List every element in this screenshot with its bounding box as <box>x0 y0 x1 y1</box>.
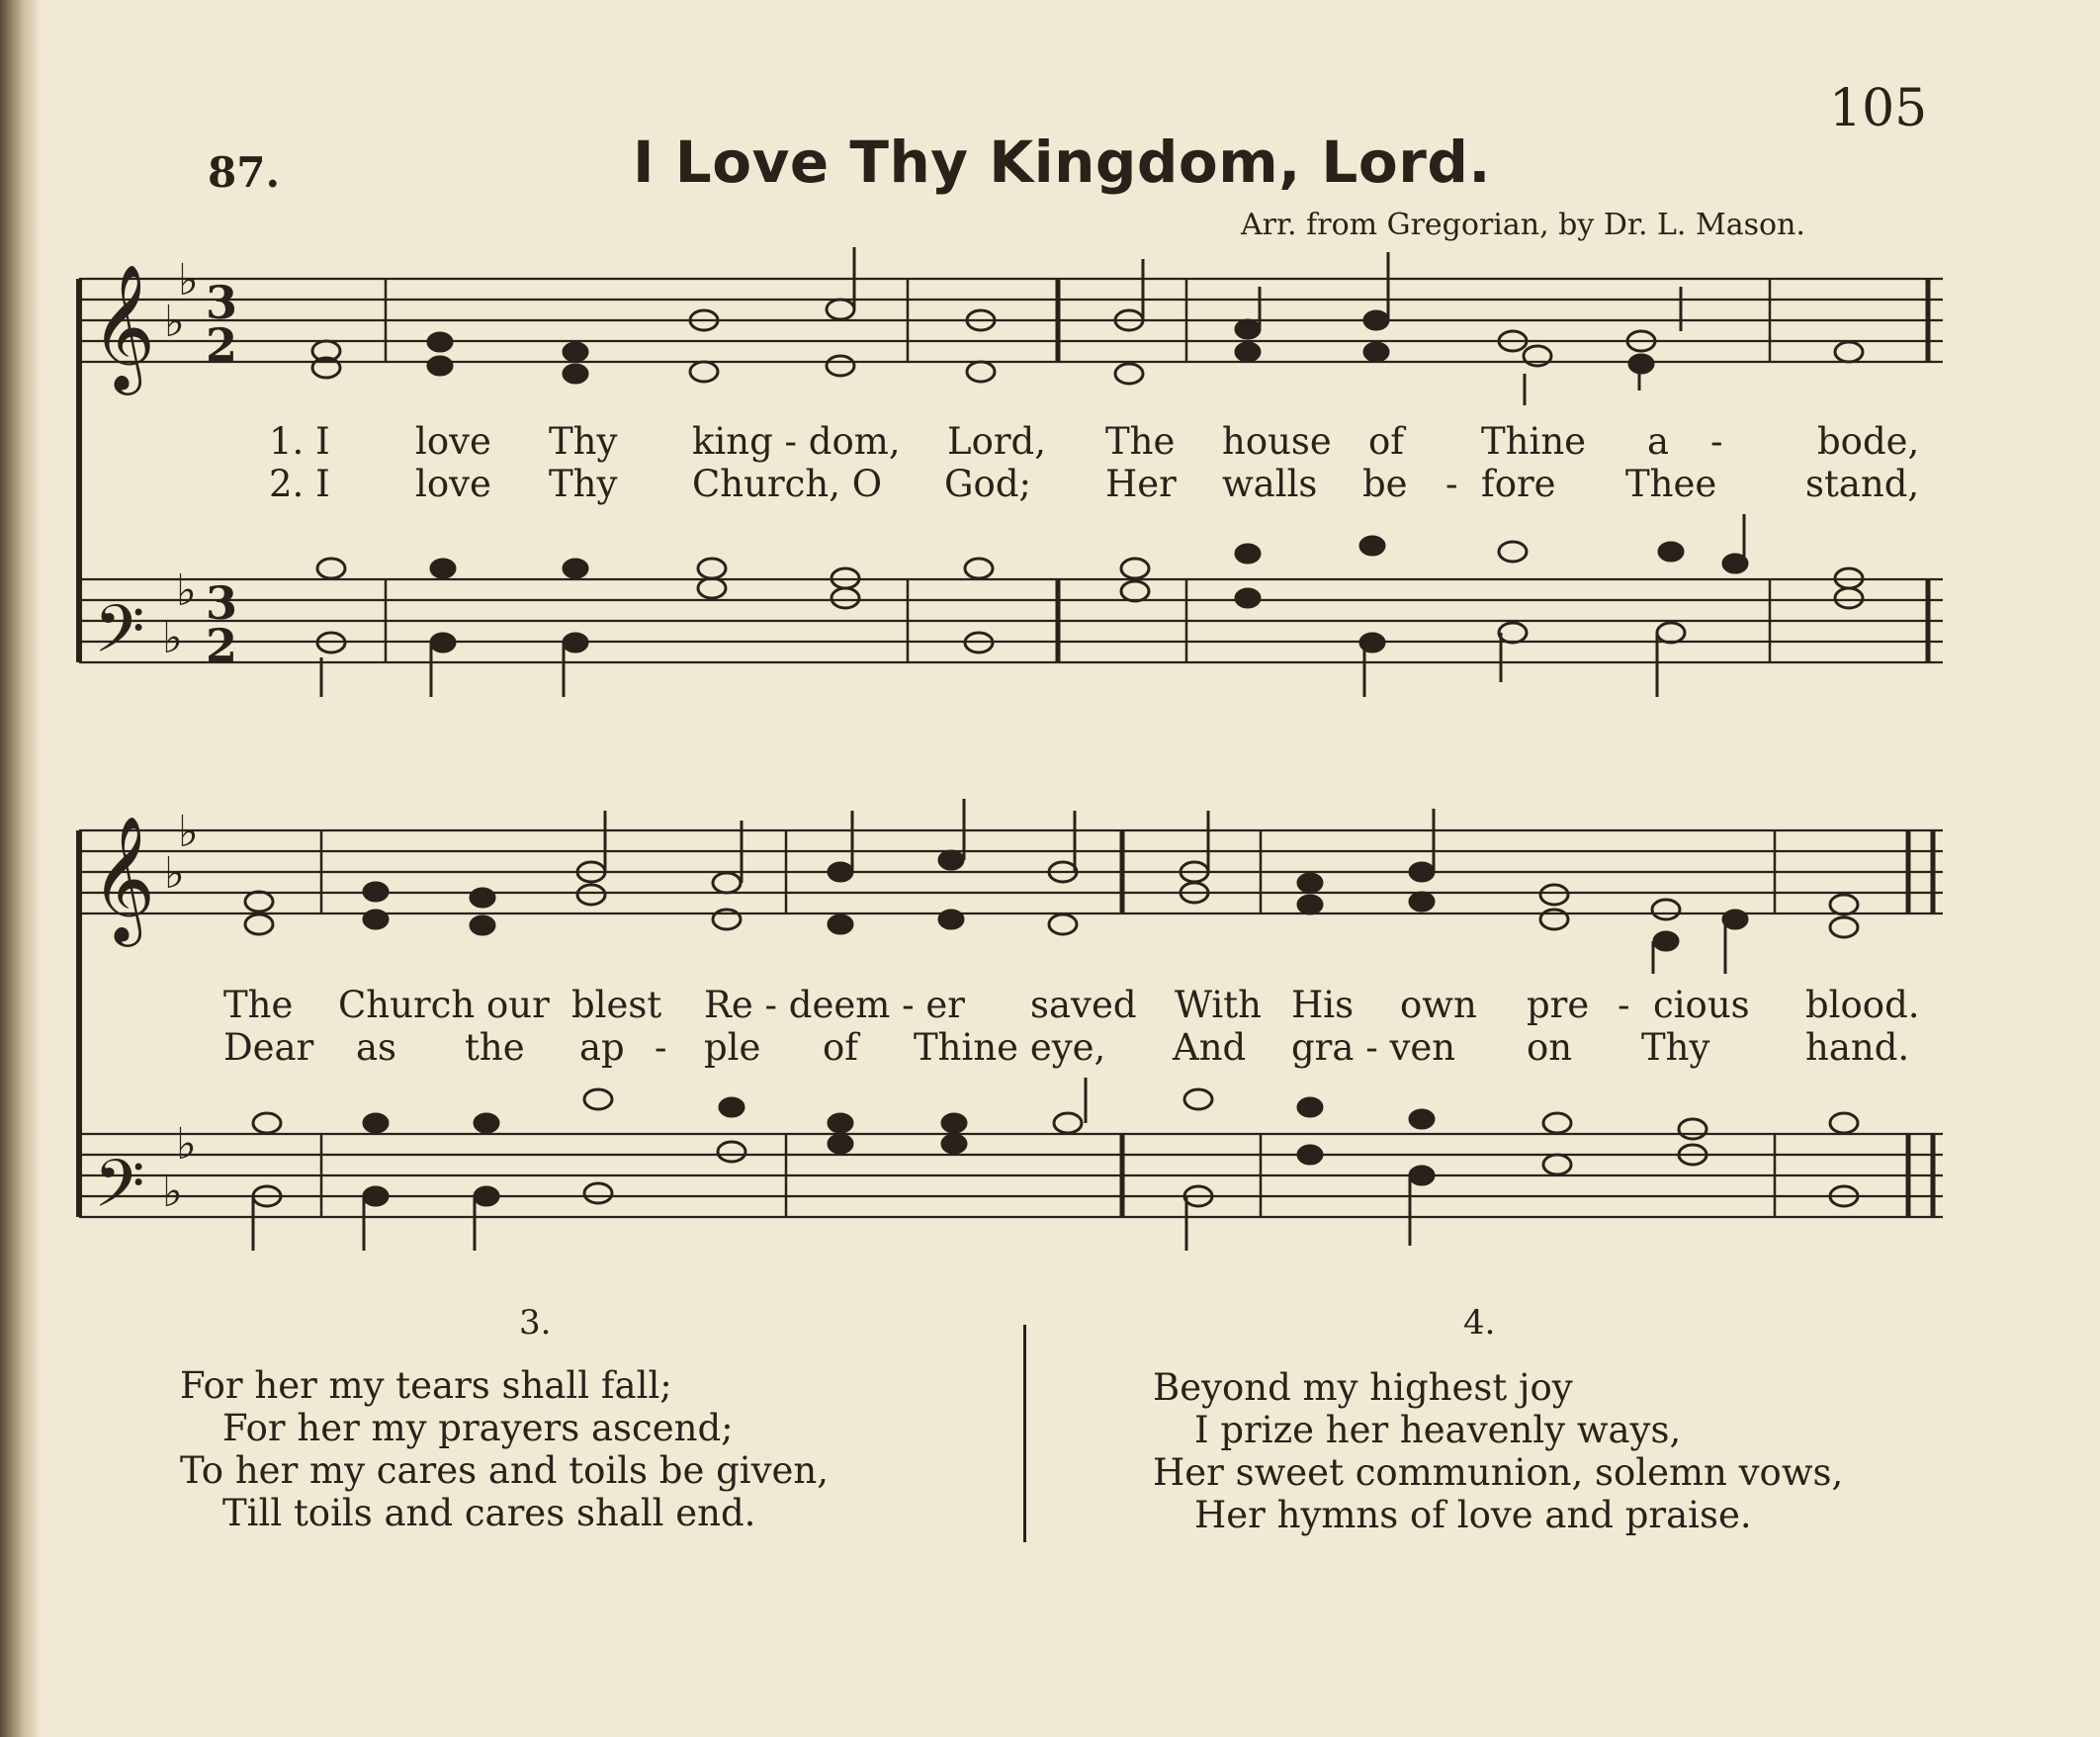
lyric-syllable: - <box>1618 984 1630 1026</box>
lyric-syllable: saved <box>1030 984 1137 1026</box>
stanza-number: 4. <box>1463 1303 1496 1343</box>
stanza-line: To her my cares and toils be given, <box>180 1449 830 1492</box>
system1-bass-notes <box>317 514 1863 697</box>
lyric-syllable: king - dom, <box>692 420 901 463</box>
lyric-syllable: be <box>1362 463 1408 505</box>
hymn-number: 87. <box>208 148 281 197</box>
lyric-syllable: 1. I <box>269 420 330 463</box>
svg-text:2: 2 <box>206 318 238 372</box>
lyric-syllable: fore <box>1481 463 1556 505</box>
lyric-syllable: Thy <box>549 420 618 463</box>
system1-treble-staff <box>79 279 1943 362</box>
lyric-syllable: Church our <box>338 984 550 1026</box>
svg-text:♭: ♭ <box>162 1167 183 1217</box>
key-signature-flats <box>162 255 199 1217</box>
lyric-syllable: Dear <box>223 1026 314 1069</box>
bass-clef-icon: 𝄢 <box>94 1146 145 1238</box>
stanza-line: Till toils and cares shall end. <box>222 1492 756 1534</box>
stanza-line: Beyond my highest joy <box>1153 1366 1573 1409</box>
lyric-syllable: Her <box>1105 463 1177 505</box>
lyric-syllable: Thy <box>1641 1026 1710 1069</box>
lyric-syllable: walls <box>1222 463 1318 505</box>
lyric-syllable: love <box>415 420 491 463</box>
lyric-syllable: Re - deem - er <box>704 984 965 1026</box>
lyric-syllable: of <box>823 1026 858 1069</box>
hymn-attribution: Arr. from Gregorian, by Dr. L. Mason. <box>1241 208 1805 242</box>
stanza-divider <box>1023 1325 1026 1542</box>
lyric-syllable: of <box>1368 420 1404 463</box>
treble-clef-icon: 𝄞 <box>91 263 156 390</box>
system1-treble-notes <box>312 247 1863 405</box>
time-signature <box>206 276 237 672</box>
lyric-syllable: The <box>1105 420 1176 463</box>
lyric-syllable: Thee <box>1625 463 1717 505</box>
svg-text:♭: ♭ <box>178 255 199 305</box>
lyric-syllable: Church, O <box>692 463 883 505</box>
lyric-syllable: own <box>1400 984 1477 1026</box>
lyric-syllable: God; <box>944 463 1031 505</box>
lyric-syllable: a <box>1647 420 1670 463</box>
svg-text:♭: ♭ <box>176 565 197 616</box>
lyric-syllable: - <box>1710 420 1723 463</box>
lyric-syllable: Thy <box>549 463 618 505</box>
stanza-line: Her sweet communion, solemn vows, <box>1153 1451 1844 1494</box>
svg-text:♭: ♭ <box>176 1119 197 1170</box>
lyric-syllable: Thine <box>1481 420 1587 463</box>
lyric-syllable: ap <box>579 1026 625 1069</box>
bass-clef-icon: 𝄢 <box>94 591 145 683</box>
lyric-syllable: The <box>223 984 294 1026</box>
lyric-syllable: Lord, <box>947 420 1046 463</box>
lyric-syllable: - <box>655 1026 667 1069</box>
stanza-line: I prize her heavenly ways, <box>1194 1409 1682 1451</box>
lyric-syllable: blood. <box>1805 984 1920 1026</box>
lyric-syllable: With <box>1175 984 1262 1026</box>
lyric-syllable: pre <box>1527 984 1590 1026</box>
lyric-syllable: hand. <box>1805 1026 1910 1069</box>
svg-text:♭: ♭ <box>164 297 185 347</box>
svg-text:3: 3 <box>206 576 238 630</box>
system2-treble-notes <box>245 799 1858 974</box>
stanza-number: 3. <box>519 1303 552 1343</box>
system2-bass-notes <box>253 1078 1858 1251</box>
lyric-syllable: 2. I <box>269 463 330 505</box>
stanza-line: Her hymns of love and praise. <box>1194 1494 1752 1536</box>
page-number: 105 <box>1829 79 1928 138</box>
lyric-syllable: love <box>415 463 491 505</box>
lyric-syllable: ple <box>704 1026 761 1069</box>
stanza-line: For her my tears shall fall; <box>180 1364 672 1407</box>
stanza-line: For her my prayers ascend; <box>222 1407 734 1449</box>
svg-text:♭: ♭ <box>162 613 183 663</box>
lyric-syllable: cious <box>1653 984 1750 1026</box>
lyric-syllable: the <box>465 1026 525 1069</box>
lyric-syllable: Thine eye, <box>914 1026 1106 1069</box>
lyric-syllable: on <box>1527 1026 1573 1069</box>
lyric-syllable: gra - ven <box>1291 1026 1456 1069</box>
system1-bass-staff <box>79 579 1943 662</box>
svg-text:3: 3 <box>206 276 238 329</box>
lyric-syllable: stand, <box>1805 463 1920 505</box>
hymn-title: I Love Thy Kingdom, Lord. <box>633 129 1491 196</box>
lyric-syllable: blest <box>571 984 662 1026</box>
treble-clef-icon: 𝄞 <box>91 815 156 941</box>
lyric-syllable: as <box>356 1026 397 1069</box>
lyric-syllable: - <box>1445 463 1458 505</box>
system2-bass-staff <box>79 1134 1943 1217</box>
lyric-syllable: And <box>1173 1026 1247 1069</box>
svg-text:♭: ♭ <box>164 848 185 899</box>
svg-text:2: 2 <box>206 619 238 672</box>
lyric-syllable: His <box>1291 984 1355 1026</box>
lyric-syllable: bode, <box>1817 420 1920 463</box>
lyric-syllable: house <box>1222 420 1332 463</box>
svg-text:♭: ♭ <box>178 807 199 857</box>
